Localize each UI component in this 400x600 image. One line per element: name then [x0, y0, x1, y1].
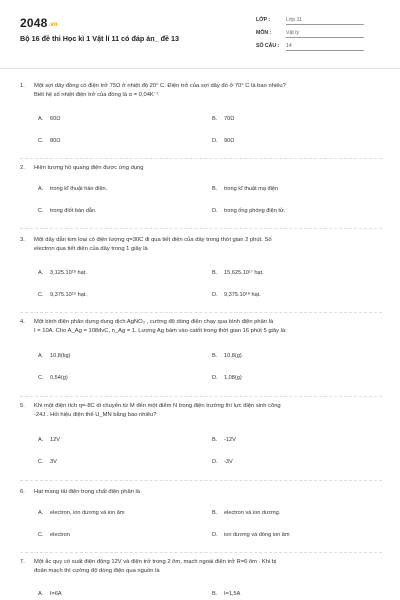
option-letter: A. [38, 270, 44, 276]
option-d[interactable] [212, 375, 242, 381]
question-line: Hạt mang tải điện trong chất điện phân là [34, 489, 141, 495]
option-letter: B. [212, 353, 218, 359]
option-letter: B. [212, 186, 218, 192]
question-text [34, 236, 382, 254]
option-text: 0,54(g) [50, 375, 68, 381]
option-letter: B. [212, 510, 218, 516]
option-text: 80Ω [50, 138, 61, 144]
question-divider [20, 480, 382, 481]
question-1 [20, 82, 382, 100]
question-text [34, 402, 382, 420]
option-text: -12V [224, 437, 236, 443]
site-logo[interactable] [20, 16, 58, 30]
meta-subject-value: Vật lý [286, 30, 364, 38]
option-letter: A. [38, 116, 44, 122]
option-letter: D. [212, 375, 218, 381]
option-text: electron, ion dương và ion âm [50, 510, 125, 516]
option-a[interactable] [38, 353, 71, 359]
question-7 [20, 558, 382, 576]
option-text: 12V [50, 437, 60, 443]
option-d[interactable] [212, 138, 234, 144]
option-b[interactable] [212, 270, 264, 276]
question-number: 5. [20, 403, 25, 409]
option-d[interactable] [212, 532, 290, 538]
question-number: 1. [20, 83, 25, 89]
option-d[interactable] [212, 208, 285, 214]
option-text: -3V [224, 459, 233, 465]
question-line: Khi một điện tích q=-8C di chuyển từ M đến một điểm N trong điện trường thì lực điện sinh công [34, 403, 281, 409]
document-header [0, 0, 400, 62]
question-line: Hiện tượng hồ quang điện được ứng dụng [34, 165, 144, 171]
option-a[interactable] [38, 186, 107, 192]
option-c[interactable] [38, 375, 68, 381]
question-number: 7. [20, 559, 25, 565]
logo-text: 2048 [20, 16, 48, 30]
meta-count-label: SỐ CÂU : [256, 43, 280, 49]
option-text: 1,08(g) [224, 375, 242, 381]
question-line: Một bình điện phân dựng dung dịch AgNO₃ , cường độ dòng điện chạy qua bình điện phân là [34, 319, 274, 325]
question-text [34, 164, 382, 173]
logo-suffix: .vn [48, 22, 58, 28]
question-text [34, 318, 382, 336]
question-4 [20, 318, 382, 336]
question-number: 4. [20, 319, 25, 325]
option-c[interactable] [38, 208, 97, 214]
option-d[interactable] [212, 292, 261, 298]
option-letter: A. [38, 510, 44, 516]
question-number: 6. [20, 489, 25, 495]
option-text: ion dương và dòng ion âm [224, 532, 290, 538]
option-letter: A. [38, 437, 44, 443]
option-a[interactable] [38, 437, 60, 443]
option-a[interactable] [38, 116, 60, 122]
question-divider [20, 158, 382, 159]
option-letter: B. [212, 116, 218, 122]
option-text: 90Ω [224, 138, 235, 144]
option-letter: C. [38, 375, 44, 381]
option-text: I=6A [50, 591, 62, 597]
question-6 [20, 488, 382, 497]
option-b[interactable] [212, 186, 278, 192]
question-line: Một sợi dây đồng có điện trở 75Ω ở nhiệt độ 20° C. Điện trở của sợi dây đó ở 70° C là bao nhiêu? [34, 83, 286, 89]
option-letter: A. [38, 186, 44, 192]
question-line: Một dây dẫn kim loại có điện lượng q=30C đi qua tiết diện của dây trong thời gian 2 phút. Số [34, 237, 272, 243]
option-text: trong kĩ thuật hàn điện. [50, 186, 108, 192]
question-line: Một ắc quy có suất điện động 12V và điện trở trong 2 ôm, mạch ngoài điện trở R=6 ôm . Khi bị [34, 559, 277, 565]
option-text: 70Ω [224, 116, 235, 122]
option-letter: D. [212, 532, 218, 538]
question-divider [20, 312, 382, 313]
meta-class-value: Lớp 11 [286, 17, 364, 25]
meta-subject [256, 30, 364, 38]
question-3 [20, 236, 382, 254]
option-text: 3,125.10¹⁸ hạt. [50, 270, 87, 276]
option-b[interactable] [212, 353, 242, 359]
question-number: 3. [20, 237, 25, 243]
option-letter: A. [38, 591, 44, 597]
option-text: 10,8(g) [224, 353, 242, 359]
header-divider [0, 68, 400, 69]
option-text: 9,375.10¹⁸ hạt. [224, 292, 261, 298]
option-letter: D. [212, 459, 218, 465]
option-letter: A. [38, 353, 44, 359]
meta-count [256, 43, 364, 51]
option-text: I=1,5A [224, 591, 241, 597]
question-divider [20, 228, 382, 229]
option-letter: B. [212, 437, 218, 443]
question-divider [20, 552, 382, 553]
option-c[interactable] [38, 138, 60, 144]
meta-class-label: LỚP : [256, 17, 271, 23]
question-line: I = 10A. Cho A_Ag = 108đvC, n_Ag = 1. Lượng Ag bám vào catốt trong thời gian 16 phút 5 giây là: [34, 328, 287, 334]
option-a[interactable] [38, 591, 62, 597]
option-text: trong kĩ thuật mạ điện [224, 186, 279, 192]
question-5 [20, 402, 382, 420]
question-line: Biết hệ số nhiệt điện trở của đồng là α = 0,04K⁻¹ [34, 92, 159, 98]
option-c[interactable] [38, 459, 57, 465]
question-text [34, 82, 382, 100]
question-divider [20, 396, 382, 397]
document-title: Bộ 16 đề thi Học kì 1 Vật lí 11 có đáp án_ đề 13 [20, 34, 179, 43]
option-c[interactable] [38, 292, 87, 298]
option-letter: C. [38, 532, 44, 538]
option-letter: D. [212, 138, 218, 144]
meta-count-value: 14 [286, 43, 364, 51]
question-number: 2. [20, 165, 25, 171]
option-b[interactable] [212, 116, 234, 122]
meta-class [256, 17, 364, 25]
question-line: -24J . Hỏi hiệu điện thế U_MN bằng bao nhiêu? [34, 412, 157, 418]
option-letter: D. [212, 292, 218, 298]
option-text: 3V [50, 459, 57, 465]
option-letter: C. [38, 208, 44, 214]
option-letter: D. [212, 208, 218, 214]
option-a[interactable] [38, 510, 125, 516]
option-letter: C. [38, 138, 44, 144]
option-b[interactable] [212, 510, 280, 516]
question-text [34, 488, 382, 497]
option-letter: B. [212, 270, 218, 276]
option-c[interactable] [38, 532, 70, 538]
option-letter: C. [38, 292, 44, 298]
option-text: electron [50, 532, 70, 538]
question-line: đoản mạch thì cường độ dòng điện qua nguồn là [34, 568, 160, 574]
option-text: 15,625.10¹⁷ hạt. [224, 270, 264, 276]
option-text: trong điốt bán dẫn. [50, 208, 97, 214]
option-letter: C. [38, 459, 44, 465]
question-2 [20, 164, 382, 173]
option-b[interactable] [212, 591, 240, 597]
option-text: 10,8(kg) [50, 353, 71, 359]
option-text: 60Ω [50, 116, 61, 122]
option-text: electron và ion dương. [224, 510, 281, 516]
option-d[interactable] [212, 459, 233, 465]
option-b[interactable] [212, 437, 236, 443]
meta-subject-label: MÔN : [256, 30, 272, 36]
option-text: 9,375.10¹⁹ hạt. [50, 292, 87, 298]
option-text: trong ống phóng điện tử. [224, 208, 286, 214]
question-text [34, 558, 382, 576]
option-a[interactable] [38, 270, 87, 276]
question-line: electron qua tiết diện của dây trong 1 giây là [34, 246, 148, 252]
option-letter: B. [212, 591, 218, 597]
